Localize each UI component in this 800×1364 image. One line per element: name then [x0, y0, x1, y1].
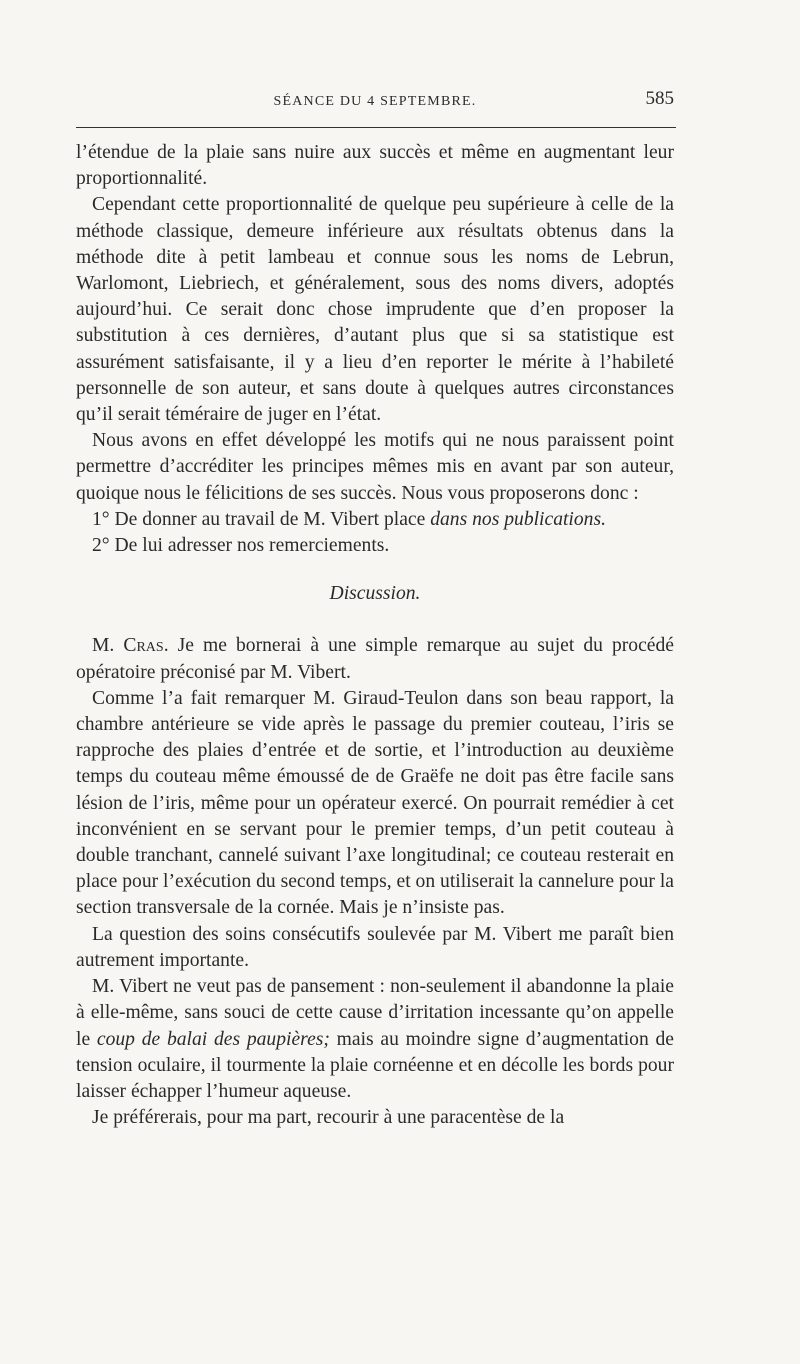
- list-item-1: [76, 507, 674, 533]
- paragraph: La question des soins consécutifs soulevée par M. Vibert me paraît bien autrement importante.: [76, 923, 674, 971]
- header-rule: [76, 127, 676, 128]
- italic-text: coup de balai des paupières;: [96, 1028, 330, 1050]
- paragraph-text: mais au moindre signe d’augmentation de tension oculaire, il tourmente la plaie cornéenne et en décolle les bords pour laisser échapper l’humeur aqueuse.: [76, 1028, 674, 1102]
- paragraph: Nous avons en effet développé les motifs qui ne nous paraissent point permettre d’accréditer les principes mêmes mis en avant par son auteur, quoique nous le félicitions de ses succès. Nous vous proposerons donc :: [76, 430, 674, 504]
- paragraph: Je préférerais, pour ma part, recourir à une paracentèse de la: [92, 1107, 565, 1129]
- body-text: [76, 140, 674, 1131]
- section-heading: Discussion.: [329, 583, 421, 605]
- paragraph: [76, 974, 674, 1105]
- speaker-name: Cras: [123, 635, 164, 657]
- speaker-paragraph: [76, 633, 674, 685]
- page-header: [76, 88, 674, 114]
- list-item-text: 1° De donner au travail de M. Vibert place: [92, 508, 431, 530]
- page-number: 585: [645, 88, 674, 109]
- paragraph-continuation: l’étendue de la plaie sans nuire aux succès et même en augmentant leur proportionnalité.: [76, 142, 674, 190]
- paragraph-text: M. Vibert ne veut pas de pansement : non-seulement il abandonne la plaie à elle-même, sans souci de cette cause d’irritation incessante qu’on appelle le: [76, 976, 674, 1050]
- list-item-2: 2° De lui adresser nos remerciements.: [92, 535, 390, 557]
- speaker-prefix: M.: [92, 635, 124, 657]
- italic-text: dans nos publications.: [430, 508, 606, 530]
- paragraph: Comme l’a fait remarquer M. Giraud-Teulon dans son beau rapport, la chambre antérieure se vide après le passage du premier couteau, l’iris se rapproche des plaies d’entrée et de sortie, et l’introduction au deuxième temps du couteau même émoussé de de Graëfe ne doit pas être facile sans lésion de l’iris, même pour un opérateur exercé. On pourrait remédier à cet inconvénient en se servant pour le premier temps, d’un petit couteau à double tranchant, cannelé suivant l’axe longitudinal; ce couteau resterait en place pour l’exécution du second temps, et on utiliserait la cannelure pour la section transversale de la cornée. Mais je n’insiste pas.: [76, 687, 674, 919]
- running-head: SÉANCE DU 4 SEPTEMBRE.: [273, 94, 477, 109]
- speaker-text: . Je me bornerai à une simple remarque au sujet du procédé opératoire préconisé par M. Vibert.: [76, 635, 674, 683]
- paragraph: Cependant cette proportionnalité de quelque peu supérieure à celle de la méthode classique, demeure inférieure aux résultats obtenus dans la méthode dite à petit lambeau et connue sous les noms de Lebrun, Warlomont, Liebriech, et généralement, sous des noms divers, adoptés aujourd’hui. Ce serait donc chose imprudente que d’en proposer la substitution à ces dernières, d’autant plus que si sa statistique est assurément satisfaisante, il y a lieu d’en reporter le mérite à l’habileté personnelle de son auteur, et sans doute à quelques autres circonstances qu’il serait téméraire de juger en l’état.: [76, 194, 674, 426]
